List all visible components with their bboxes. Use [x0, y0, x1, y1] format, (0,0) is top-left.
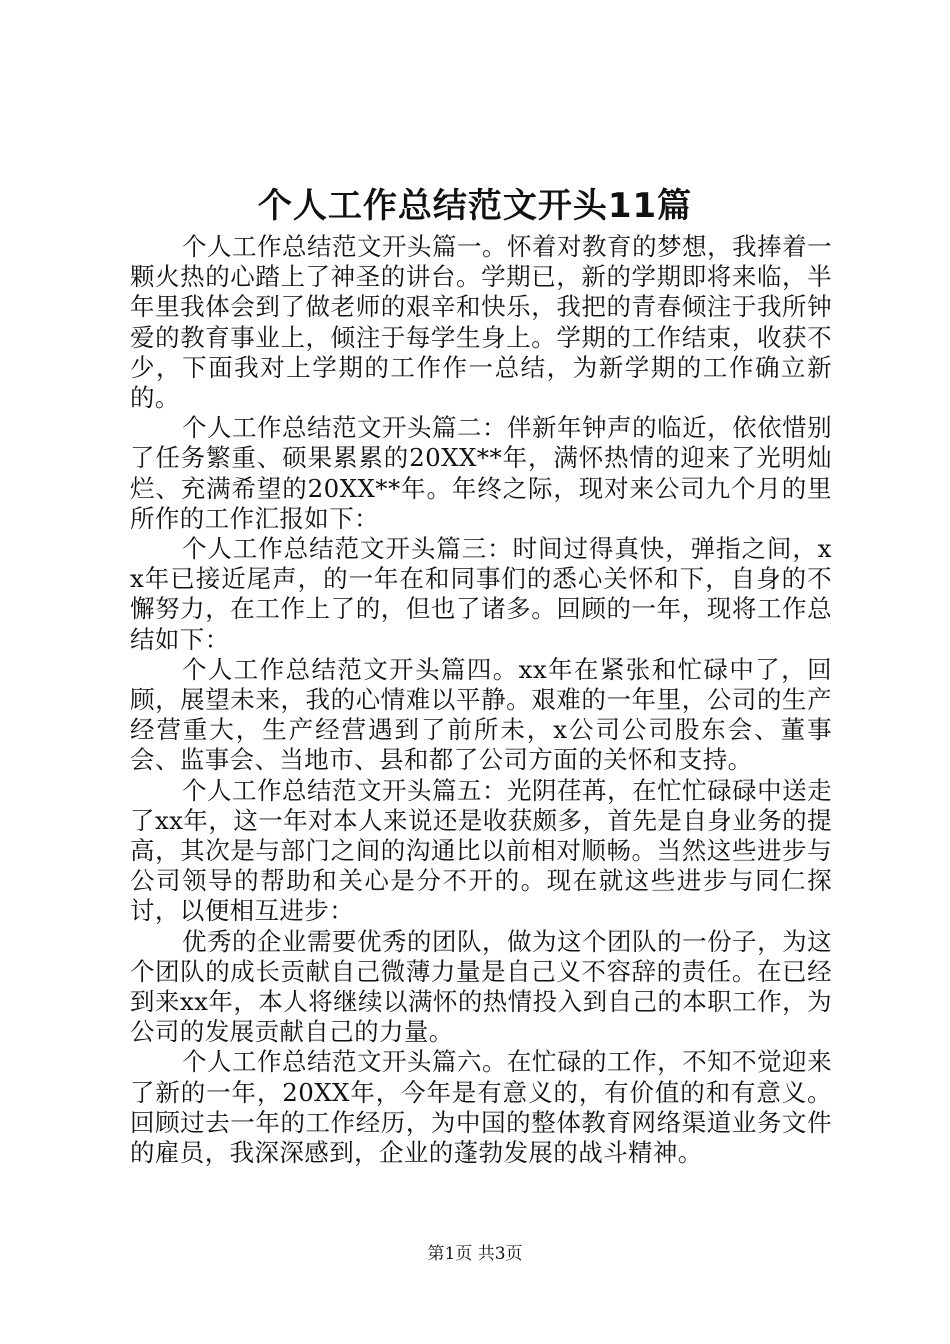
- document-body: [130, 232, 832, 1168]
- paragraph: 个人工作总结范文开头篇二：伴新年钟声的临近，依依惜别了任务繁重、硕果累累的20XX**年，满怀热情的迎来了光明灿烂、充满希望的20XX**年。年终之际，现对来公司九个月的里所作的工作汇报如下：: [130, 413, 832, 533]
- paragraph: 个人工作总结范文开头篇四。xx年在紧张和忙碌中了，回顾，展望未来，我的心情难以平静。艰难的一年里，公司的生产经营重大，生产经营遇到了前所未，x公司公司股东会、董事会、监事会、当地市、县和都了公司方面的关怀和支持。: [130, 654, 832, 775]
- paragraph: 个人工作总结范文开头篇五：光阴荏苒，在忙忙碌碌中送走了xx年，这一年对本人来说还是收获颇多，首先是自身业务的提高，其次是与部门之间的沟通比以前相对顺畅。当然这些进步与公司领导的帮助和关心是分不开的。现在就这些进步与同仁探讨，以便相互进步：: [130, 775, 832, 926]
- paragraph: 个人工作总结范文开头篇三：时间过得真快，弹指之间，xx年已接近尾声，的一年在和同事们的悉心关怀和下，自身的不懈努力，在工作上了的，但也了诸多。回顾的一年，现将工作总结如下：: [130, 534, 832, 654]
- paragraph: 优秀的企业需要优秀的团队，做为这个团队的一份子，为这个团队的成长贡献自己微薄力量是自己义不容辞的责任。在已经到来xx年，本人将继续以满怀的热情投入到自己的本职工作，为公司的发展贡献自己的力量。: [130, 926, 832, 1047]
- document-title: 个人工作总结范文开头11篇: [257, 186, 693, 226]
- paragraph: 个人工作总结范文开头篇六。在忙碌的工作，不知不觉迎来了新的一年，20XX年，今年是有意义的，有价值的和有意义。回顾过去一年的工作经历，为中国的整体教育网络渠道业务文件的雇员，我深深感到，企业的蓬勃发展的战斗精神。: [130, 1047, 832, 1168]
- page-number-footer: 第1页 共3页: [427, 1244, 523, 1264]
- paragraph: 个人工作总结范文开头篇一。怀着对教育的梦想，我捧着一颗火热的心踏上了神圣的讲台。学期已，新的学期即将来临，半年里我体会到了做老师的艰辛和快乐，我把的青春倾注于我所钟爱的教育事业上，倾注于每学生身上。学期的工作结束，收获不少，下面我对上学期的工作作一总结，为新学期的工作确立新的。: [130, 232, 832, 413]
